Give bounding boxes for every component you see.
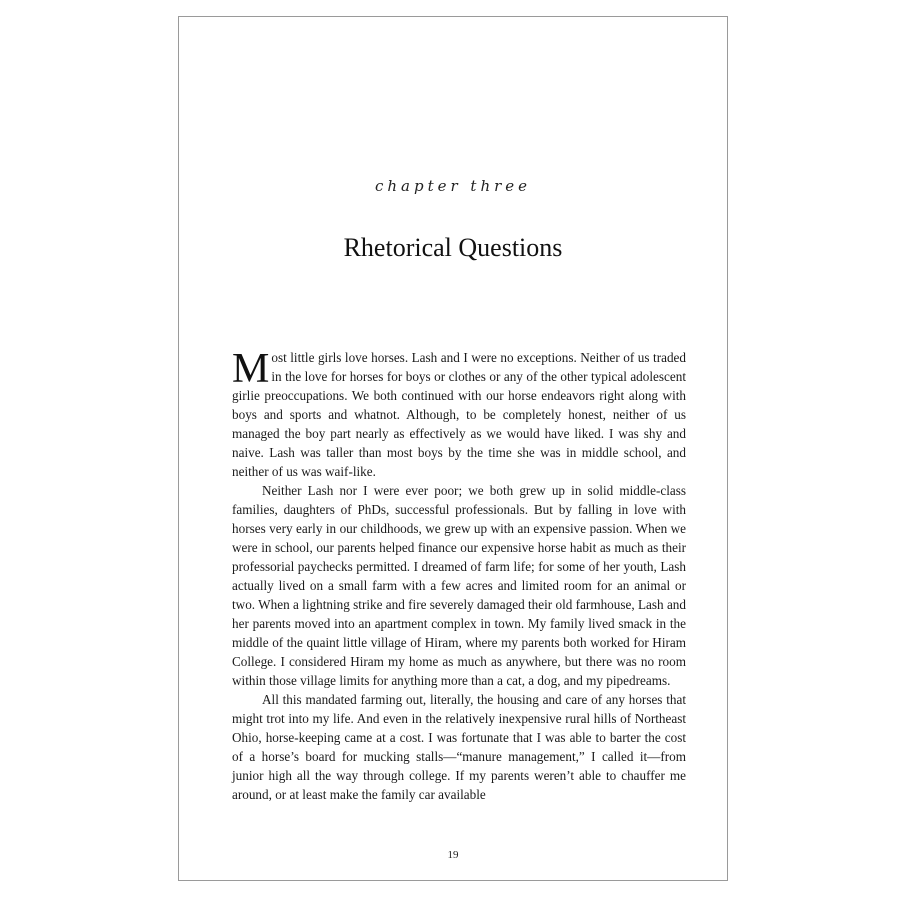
page-number: 19	[447, 849, 459, 861]
book-page	[178, 16, 728, 881]
paragraph-2: Neither Lash nor I were ever poor; we both grew up in solid middle-class families, daughters of PhDs, successful professionals. But by falling in love with horses very early in our childhoods, we grew up with an expensive passion. When we were in school, our parents helped finance our expensive horse habit as much as their professorial paychecks permitted. I dreamed of farm life; for some of her youth, Lash actually lived on a small farm with a few acres and limited room for an animal or two. When a lightning strike and fire severely damaged their old farmhouse, Lash and her parents moved into an apartment complex in town. My family lived smack in the middle of the quaint little village of Hiram, where my parents both worked for Hiram College. I considered Hiram my home as much as anywhere, but there was no room within those village limits for anything more than a cat, a dog, and my pipedreams.	[232, 483, 686, 688]
paragraph-1	[232, 348, 686, 481]
drop-cap: M	[232, 346, 270, 392]
paragraph-3: All this mandated farming out, literally, the housing and care of any horses that might trot into my life. And even in the relatively inexpensive rural hills of Northeast Ohio, horse-keeping came at a cost. I was fortunate that I was able to barter the cost of a horse’s board for mucking stalls—“manure management,” I called it—from junior high all the way through college. If my parents weren’t able to chauffer me around, or at least make the family car available	[232, 692, 686, 802]
body-text	[232, 348, 686, 804]
chapter-label: chapter three	[374, 177, 532, 195]
paragraph-1-text: ost little girls love horses. Lash and I were no exceptions. Neither of us traded in the love for horses for boys or clothes or any of the other typical adolescent girlie preoccupations. We both continued with our horse endeavors right along with boys and sports and whatnot. Although, to be completely honest, neither of us managed the boy part nearly as effectively as we would have liked. I was shy and naive. Lash was taller than most boys by the time she was in middle school, and neither of us was waif-like.	[232, 350, 686, 479]
chapter-title: Rhetorical Questions	[343, 233, 563, 262]
